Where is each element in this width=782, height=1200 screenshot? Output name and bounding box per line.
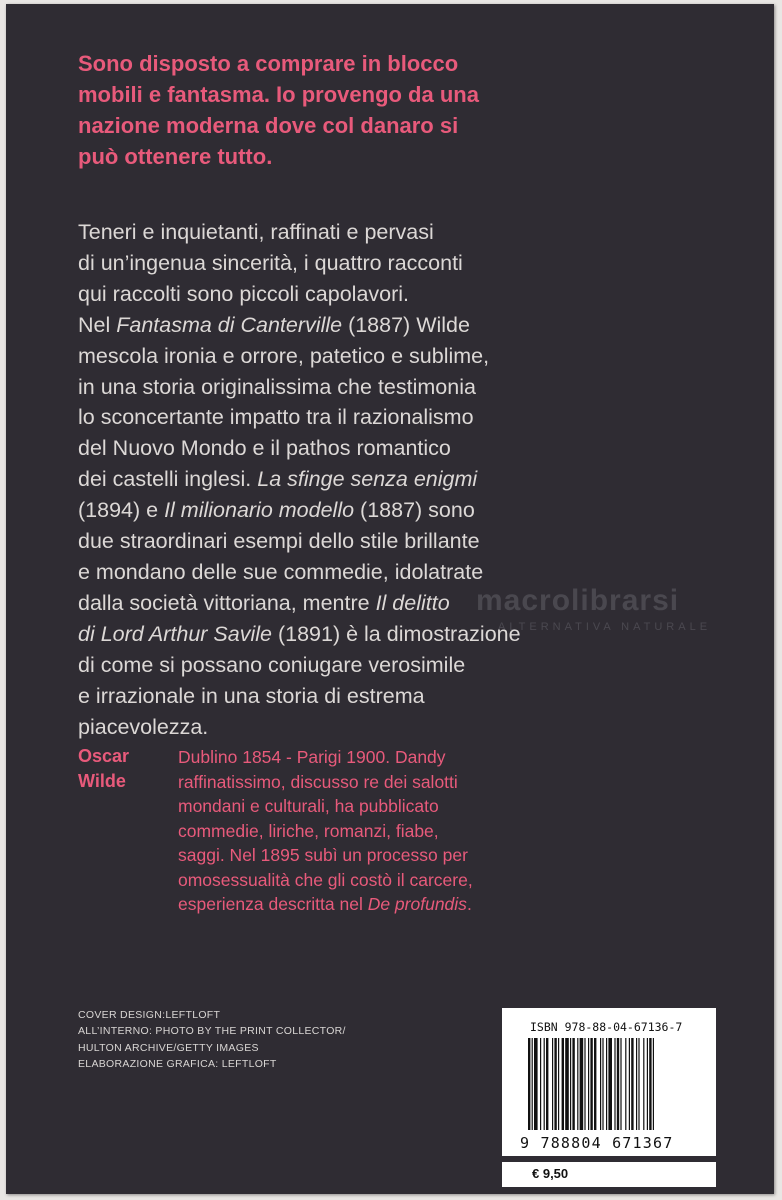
credit-line: ALL’INTERNO: PHOTO BY THE PRINT COLLECTOR/ bbox=[78, 1025, 346, 1038]
barcode-bar bbox=[643, 1038, 644, 1130]
barcode-bar bbox=[544, 1038, 545, 1130]
barcode-bar bbox=[528, 1038, 530, 1130]
author-name bbox=[78, 744, 168, 794]
price-label: € 9,50 bbox=[532, 1166, 569, 1181]
barcode-bar bbox=[653, 1038, 654, 1130]
author-bio bbox=[178, 745, 718, 917]
barcode-icon bbox=[526, 1038, 694, 1132]
book-back-cover bbox=[6, 4, 774, 1194]
blurb bbox=[78, 217, 718, 742]
bio-line: esperienza descritta nel De profundis. bbox=[178, 894, 472, 914]
barcode-bar bbox=[546, 1038, 548, 1130]
blurb-line: di Lord Arthur Savile (1891) è la dimostrazione bbox=[78, 621, 521, 646]
barcode-bar bbox=[629, 1038, 630, 1130]
credit-line: HULTON ARCHIVE/GETTY IMAGES bbox=[78, 1041, 259, 1054]
barcode-panel bbox=[502, 1008, 716, 1156]
bio-line: mondani e culturali, ha pubblicato bbox=[178, 796, 439, 816]
blurb-line: qui raccolti sono piccoli capolavori. bbox=[78, 281, 410, 306]
cover-credits bbox=[78, 1007, 418, 1073]
author-first-name: Oscar bbox=[78, 746, 130, 766]
quote-line: nazione moderna dove col danaro si bbox=[78, 113, 459, 138]
barcode-bar bbox=[617, 1038, 619, 1130]
quote-line: mobili e fantasma. Io provengo da una bbox=[78, 82, 479, 107]
title-de-profundis: De profundis bbox=[367, 894, 467, 914]
title-milionario: Il milionario modello bbox=[164, 498, 355, 523]
barcode-bar bbox=[636, 1038, 637, 1130]
blurb-line: Nel Fantasma di Canterville (1887) Wilde bbox=[78, 312, 470, 337]
isbn-digits: 9 788804 671367 bbox=[520, 1134, 674, 1152]
bio-line: omosessualità che gli costò il carcere, bbox=[178, 869, 473, 890]
blurb-line: mescola ironia e orrore, patetico e sublime, bbox=[78, 343, 490, 368]
blurb-line: due straordinari esempi dello stile brillante bbox=[78, 529, 480, 554]
barcode-bar bbox=[608, 1038, 612, 1130]
blurb-line: di un’ingenua sincerità, i quattro racconti bbox=[78, 250, 463, 275]
barcode-bar bbox=[540, 1038, 541, 1130]
barcode-bar bbox=[552, 1038, 553, 1130]
watermark-tagline: ALTERNATIVA NATURALE bbox=[498, 621, 712, 633]
credit-line: ELABORAZIONE GRAFICA: LEFTLOFT bbox=[78, 1058, 277, 1071]
barcode-bar bbox=[606, 1038, 607, 1130]
title-delitto: Il delitto bbox=[375, 590, 450, 615]
author-last-name: Wilde bbox=[78, 771, 126, 791]
pull-quote bbox=[78, 48, 698, 172]
barcode-bar bbox=[631, 1038, 633, 1130]
barcode-bar bbox=[614, 1038, 615, 1130]
blurb-line: in una storia originalissima che testimonia bbox=[78, 374, 476, 399]
blurb-line: (1894) e Il milionario modello (1887) sono bbox=[78, 498, 475, 523]
blurb-line: piacevolezza. bbox=[78, 714, 209, 739]
barcode-bar bbox=[625, 1038, 626, 1130]
barcode-bar bbox=[570, 1038, 571, 1130]
barcode-bar bbox=[572, 1038, 574, 1130]
barcode-bar bbox=[649, 1038, 651, 1130]
barcode-bar bbox=[565, 1038, 569, 1130]
blurb-line: dei castelli inglesi. La sfinge senza enigmi bbox=[78, 467, 478, 492]
isbn-label: ISBN 978-88-04-67136-7 bbox=[530, 1020, 683, 1034]
blurb-line: del Nuovo Mondo e il pathos romantico bbox=[78, 436, 451, 461]
barcode-bar bbox=[577, 1038, 578, 1130]
watermark-logo: macrolibrarsi bbox=[476, 584, 680, 617]
blurb-line: e irrazionale in una storia di estrema bbox=[78, 683, 425, 708]
bio-line: raffinatissimo, discusso re dei salotti bbox=[178, 771, 458, 792]
barcode-bar bbox=[554, 1038, 556, 1130]
bio-line: saggi. Nel 1895 subì un processo per bbox=[178, 845, 468, 865]
blurb-line: Teneri e inquietanti, raffinati e pervasi bbox=[78, 220, 434, 244]
title-savile: di Lord Arthur Savile bbox=[78, 621, 272, 646]
barcode-bar bbox=[602, 1038, 603, 1130]
blurb-line: dalla società vittoriana, mentre Il delitto bbox=[78, 590, 450, 615]
blurb-line: di come si possano coniugare verosimile bbox=[78, 652, 466, 677]
title-sfinge: La sfinge senza enigmi bbox=[257, 467, 478, 492]
quote-line: Sono disposto a comprare in blocco bbox=[78, 51, 459, 76]
barcode-bar bbox=[532, 1038, 533, 1130]
barcode-bar bbox=[638, 1038, 639, 1130]
quote-line: può ottenere tutto. bbox=[78, 144, 273, 169]
barcode-bar bbox=[534, 1038, 538, 1130]
barcode-bar bbox=[600, 1038, 601, 1130]
barcode-bar bbox=[620, 1038, 621, 1130]
barcode-bar bbox=[580, 1038, 584, 1130]
barcode-bar bbox=[584, 1038, 585, 1130]
barcode-bar bbox=[647, 1038, 648, 1130]
barcode-bar bbox=[562, 1038, 564, 1130]
blurb-line: e mondano delle sue commedie, idolatrate bbox=[78, 559, 484, 584]
barcode-bar bbox=[590, 1038, 592, 1130]
barcode-bar bbox=[558, 1038, 559, 1130]
credit-line: COVER DESIGN:LEFTLOFT bbox=[78, 1009, 221, 1021]
bio-line: commedie, liriche, romanzi, fiabe, bbox=[178, 820, 439, 841]
title-canterville: Fantasma di Canterville bbox=[116, 312, 343, 337]
blurb-line: lo sconcertante impatto tra il razionalismo bbox=[78, 405, 474, 430]
bio-line: Dublino 1854 - Parigi 1900. Dandy bbox=[178, 747, 446, 767]
barcode-bar bbox=[588, 1038, 589, 1130]
price-panel bbox=[502, 1162, 716, 1187]
barcode-bar bbox=[594, 1038, 596, 1130]
